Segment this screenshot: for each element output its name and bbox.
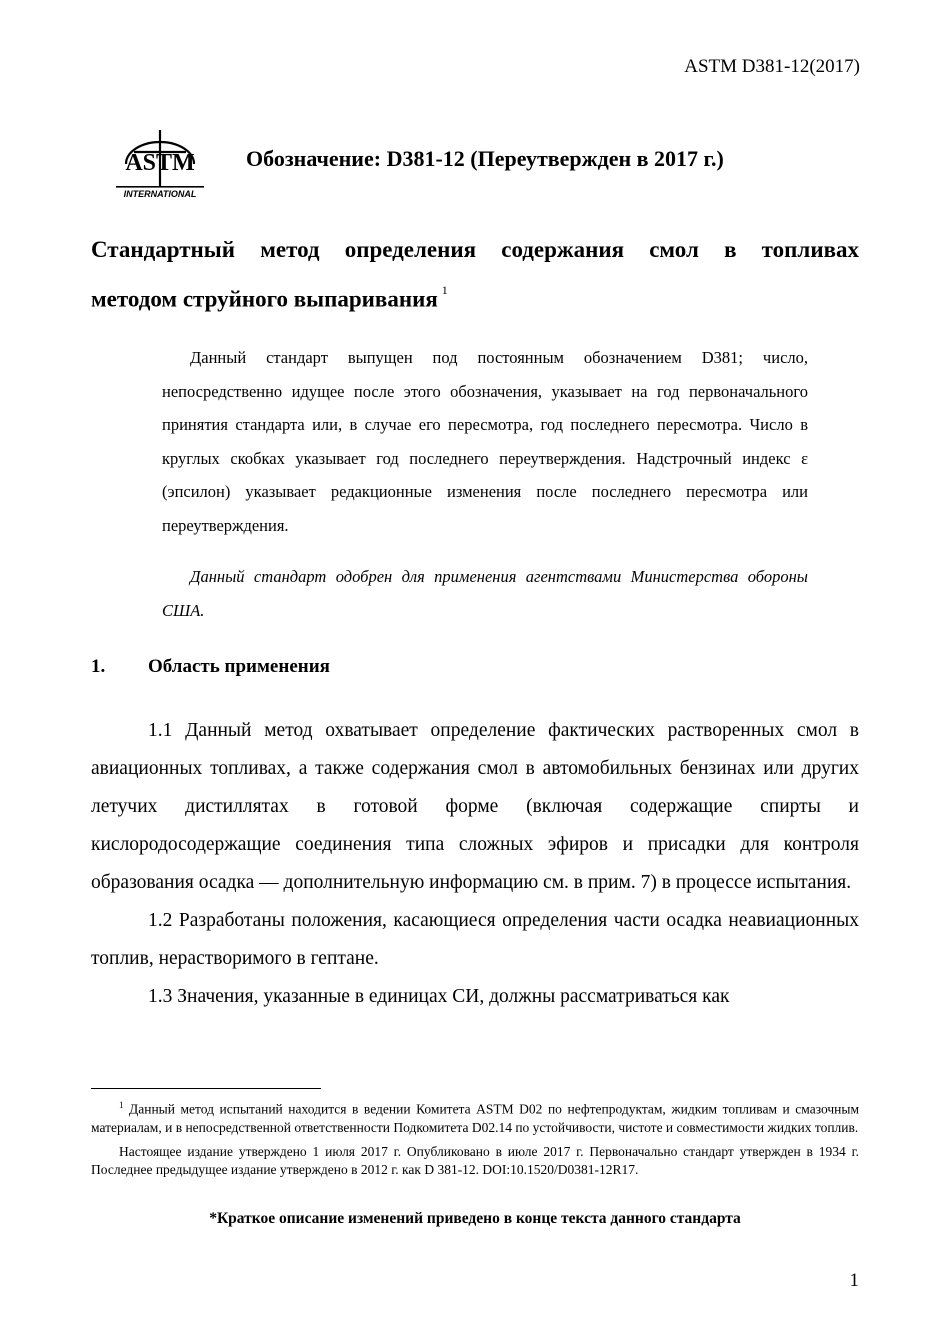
designation-notice <box>162 341 808 627</box>
standard-title-line-1: Стандартный метод определения содержания смол в топливах <box>91 237 859 262</box>
footnote-edition: Настоящее издание утверждено 1 июля 2017 г. Опубликовано в июле 2017 г. Первоначально стандарт утвержден в 1934 г. Последнее предыдущее издание утверждено в 2012 г. как D 381-12. DOI:10.1520/D0381-12R17. <box>91 1143 859 1177</box>
paragraph-1-3: 1.3 Значения, указанные в единицах СИ, должны рассматриваться как <box>148 986 730 1007</box>
designation-heading: Обозначение: D381-12 (Переутвержден в 2017 г.) <box>246 146 724 171</box>
astm-logo <box>112 124 208 200</box>
notice-text: Данный стандарт выпущен под постоянным обозначением D381; число, непосредственно идущее после этого обозначения, указывает на год первоначального принятия стандарта или, в случае его пересмотра, год последнего пересмотра. Число в круглых скобках указывает год последнего переутверждения. Надстрочный индекс ε (эпсилон) указывает редакционные изменения после последнего пересмотра или переутверждения. <box>162 348 808 535</box>
footnote-mark: 1 <box>119 1100 124 1110</box>
document-code-header: ASTM D381-12(2017) <box>684 56 860 77</box>
paragraph-1-1: 1.1 Данный метод охватывает определение фактических растворенных смол в авиационных топливах, а также содержания смол в автомобильных бензинах или других летучих дистиллятах в готовой форме (включая содержащие спирты и кислородосодержащие соединения типа сложных эфиров и присадки для контроля образования осадка — дополнительную информацию см. в прим. 7) в процессе испытания. <box>91 720 859 893</box>
footnotes <box>91 1096 859 1179</box>
dod-approval-note: Данный стандарт одобрен для применения агентствами Министерства обороны США. <box>162 567 808 620</box>
summary-of-changes-note: *Краткое описание изменений приведено в конце текста данного стандарта <box>209 1210 741 1227</box>
footnote-1-text: Данный метод испытаний находится в ведении Комитета ASTM D02 по нефтепродуктам, жидким топливам и смазочным материалам, и в непосредственной ответственности Подкомитета D02.14 по устойчивости, чистоте и совместимости жидких топлив. <box>91 1101 859 1135</box>
section-title: Область применения <box>148 656 330 677</box>
section-1-body <box>91 712 859 1016</box>
section-1-heading <box>91 656 330 678</box>
paragraph-1-2: 1.2 Разработаны положения, касающиеся определения части осадка неавиационных топлив, нерастворимого в гептане. <box>91 910 859 969</box>
standard-title-text: методом струйного выпаривания <box>91 286 438 312</box>
logo-wordmark: ASTM <box>125 150 195 176</box>
logo-subtext: INTERNATIONAL <box>123 189 197 199</box>
footnote-1 <box>91 1096 859 1137</box>
footnote-separator <box>91 1088 321 1089</box>
standard-title-line-2 <box>91 272 448 322</box>
title-footnote-mark: 1 <box>441 283 448 297</box>
page-number: 1 <box>849 1270 859 1291</box>
section-number: 1. <box>91 656 106 677</box>
